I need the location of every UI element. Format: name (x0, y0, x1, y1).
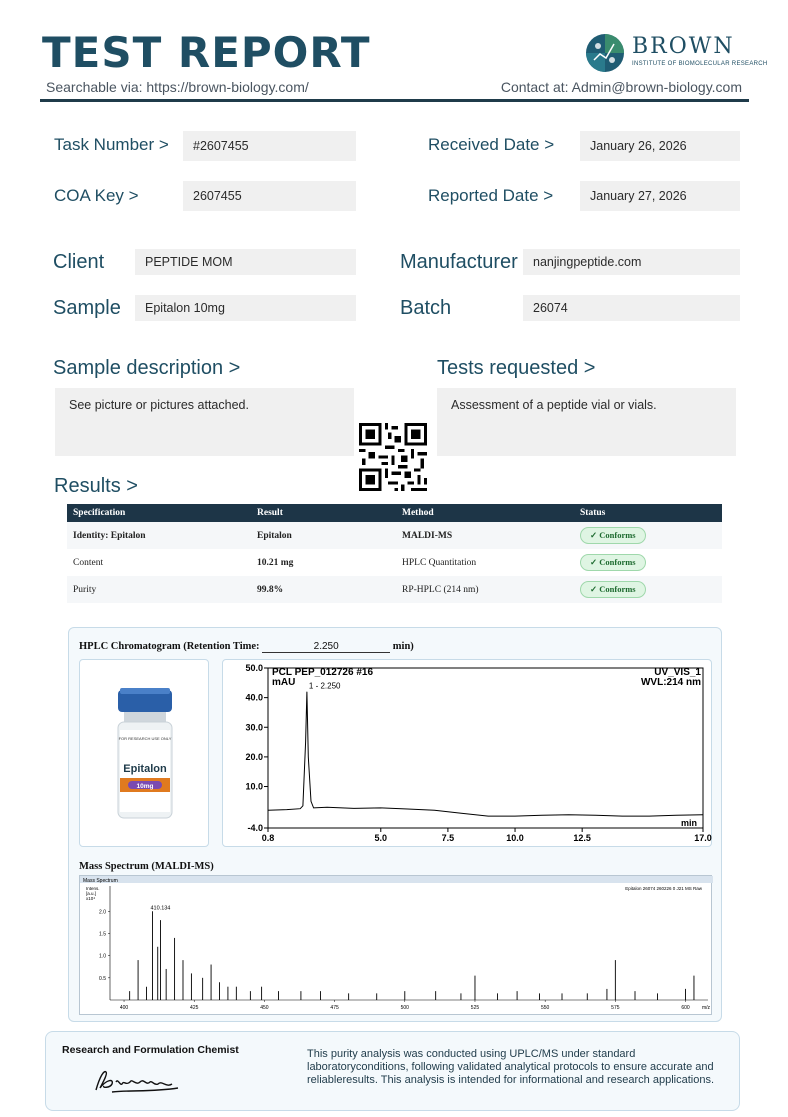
contact-email[interactable]: Contact at: Admin@brown-biology.com (500, 79, 742, 95)
analysis-panel (68, 627, 722, 1022)
received-date-value: January 26, 2026 (580, 131, 740, 161)
x-tick-label: 0.8 (261, 833, 275, 843)
ms-y-tick-label: 2.0 (99, 909, 106, 916)
vial-illustration (80, 660, 210, 848)
y-tick-label: 30.0 (245, 722, 263, 733)
mass-spectrum (80, 876, 713, 1016)
footer-note: This purity analysis was conducted using UPLC/MS under standard laboratoryconditions, following validated analytical protocols to ensure accurate and reliableresults. This analysis is intended for informational and research applications. (307, 1048, 715, 1086)
cell-method: HPLC Quantitation (402, 557, 477, 568)
header-status: Status (580, 508, 606, 518)
ms-title: Mass Spectrum (MALDI-MS) (79, 861, 214, 872)
peak-label: 1 - 2.250 (308, 681, 341, 691)
report-title: TEST REPORT (42, 28, 371, 77)
ms-x-tick-label: 450 (260, 1005, 269, 1011)
x-tick-label: 12.5 (573, 833, 591, 843)
ms-x-tick-label: 475 (330, 1005, 339, 1011)
status-badge: ✓ Conforms (580, 581, 646, 598)
header-result: Result (257, 508, 283, 518)
results-table (67, 504, 722, 603)
task-number-label: Task Number > (54, 135, 169, 154)
chart-frame (268, 668, 703, 828)
hplc-title-prefix: HPLC Chromatogram (Retention Time: (79, 641, 260, 652)
cell-result: Epitalon (257, 530, 292, 541)
logo-globe-icon (584, 32, 626, 74)
header-method: Method (402, 508, 434, 518)
chart-yunit: mAU (272, 677, 296, 688)
header-specification: Specification (73, 508, 126, 518)
coa-key-value: 2607455 (183, 181, 356, 211)
ms-x-tick-label: 400 (119, 1005, 129, 1011)
hplc-title-suffix: min) (392, 641, 414, 652)
received-date-label: Received Date > (428, 135, 555, 154)
y-tick-label: 40.0 (245, 692, 263, 703)
cell-result: 10.21 mg (257, 557, 294, 568)
manufacturer-label: Manufacturer (400, 251, 518, 273)
x-tick-label: 17.0 (694, 833, 712, 843)
client-label: Client (53, 251, 105, 273)
cell-spec: Identity: Epitalon (73, 530, 146, 541)
tests-requested-label: Tests requested > (437, 357, 596, 379)
status-badge: ✓ Conforms (580, 527, 646, 544)
batch-value: 26074 (523, 295, 740, 321)
batch-label: Batch (400, 297, 452, 319)
ms-xunit: m/z (702, 1005, 711, 1011)
vial-dose-text: 10mg (136, 783, 154, 790)
ms-y-tick-label: 1.5 (99, 931, 106, 938)
chart-header-right: UV_VIS_1 (654, 667, 701, 678)
header-rule (40, 99, 749, 102)
results-label: Results > (54, 475, 138, 497)
chemist-title: Research and Formulation Chemist (62, 1044, 239, 1056)
logo-subtitle: INSTITUTE OF BIOMOLECULAR RESEARCH (632, 61, 768, 67)
searchable-link[interactable]: Searchable via: https://brown-biology.com/ (46, 79, 309, 95)
mass-spectrum-box (79, 875, 712, 1015)
sample-value: Epitalon 10mg (135, 295, 356, 321)
cell-method: RP-HPLC (214 nm) (402, 584, 479, 595)
ms-window-title: Mass Spectrum (83, 878, 118, 884)
cell-spec: Purity (73, 584, 97, 595)
sample-description-text: See picture or pictures attached. (55, 388, 354, 456)
ms-x-tick-label: 500 (400, 1005, 409, 1011)
chart-header-left: PCL PEP_012726 #16 (272, 667, 374, 678)
coa-key-label: COA Key > (54, 186, 139, 205)
results-body (67, 522, 722, 603)
task-number-value: #2607455 (183, 131, 356, 161)
table-row (67, 522, 722, 549)
vial-tag-text: FOR RESEARCH USE ONLY (118, 736, 172, 741)
table-row (67, 549, 722, 576)
ms-bars (130, 911, 694, 1000)
ms-x-tick-label: 600 (681, 1005, 690, 1011)
ms-ticks (99, 909, 690, 1011)
ms-ylabel-1: Intens. (86, 886, 100, 891)
reported-date-value: January 27, 2026 (580, 181, 740, 211)
x-tick-label: 7.5 (441, 833, 455, 843)
cell-method: MALDI-MS (402, 530, 453, 541)
chart-xunit: min (681, 818, 698, 828)
hplc-chromatogram (223, 660, 713, 848)
sample-description-label: Sample description > (53, 357, 241, 379)
chart-wvl: WVL:214 nm (640, 677, 701, 688)
x-tick-label: 5.0 (374, 833, 388, 843)
y-tick-label: 20.0 (245, 751, 263, 762)
hplc-chromatogram-box (222, 659, 712, 847)
ms-ylabel-2: [a.u.] (86, 891, 97, 896)
brown-logo (584, 30, 768, 76)
ms-x-tick-label: 425 (190, 1005, 199, 1011)
y-tick-label: -4.0 (247, 823, 263, 833)
ms-x-tick-label: 550 (540, 1005, 550, 1011)
ms-ylabel-3: x10⁴ (86, 896, 96, 901)
status-badge: ✓ Conforms (580, 554, 646, 571)
qr-code[interactable] (359, 423, 427, 491)
cell-spec: Content (73, 557, 104, 568)
results-header-row (67, 504, 722, 522)
manufacturer-value: nanjingpeptide.com (523, 249, 740, 275)
ms-peak-label: 410.134 (150, 905, 171, 912)
ms-y-tick-label: 1.0 (99, 953, 106, 960)
table-row (67, 576, 722, 603)
retention-time-value: 2.250 (262, 641, 390, 653)
ms-y-tick-label: 0.5 (99, 975, 106, 982)
signature-image (92, 1066, 192, 1096)
y-tick-label: 10.0 (245, 781, 263, 792)
x-tick-label: 10.0 (506, 833, 524, 843)
vial-photo (79, 659, 209, 847)
logo-name: BROWN (632, 34, 735, 59)
ms-x-tick-label: 525 (470, 1005, 480, 1011)
ms-x-tick-label: 575 (611, 1005, 620, 1011)
reported-date-label: Reported Date > (428, 186, 554, 205)
vial-brand-text: Epitalon (123, 763, 167, 775)
cell-result: 99.8% (257, 584, 284, 595)
y-tick-label: 50.0 (245, 663, 263, 673)
ms-file-label: Epitalon 26074 260226 0 J21 MS Raw (625, 886, 702, 891)
sample-label: Sample (53, 297, 121, 319)
chromatogram-series-line (268, 692, 703, 816)
hplc-title (79, 641, 414, 653)
client-value: PEPTIDE MOM (135, 249, 356, 275)
footer (45, 1031, 740, 1111)
tests-requested-text: Assessment of a peptide vial or vials. (437, 388, 736, 456)
